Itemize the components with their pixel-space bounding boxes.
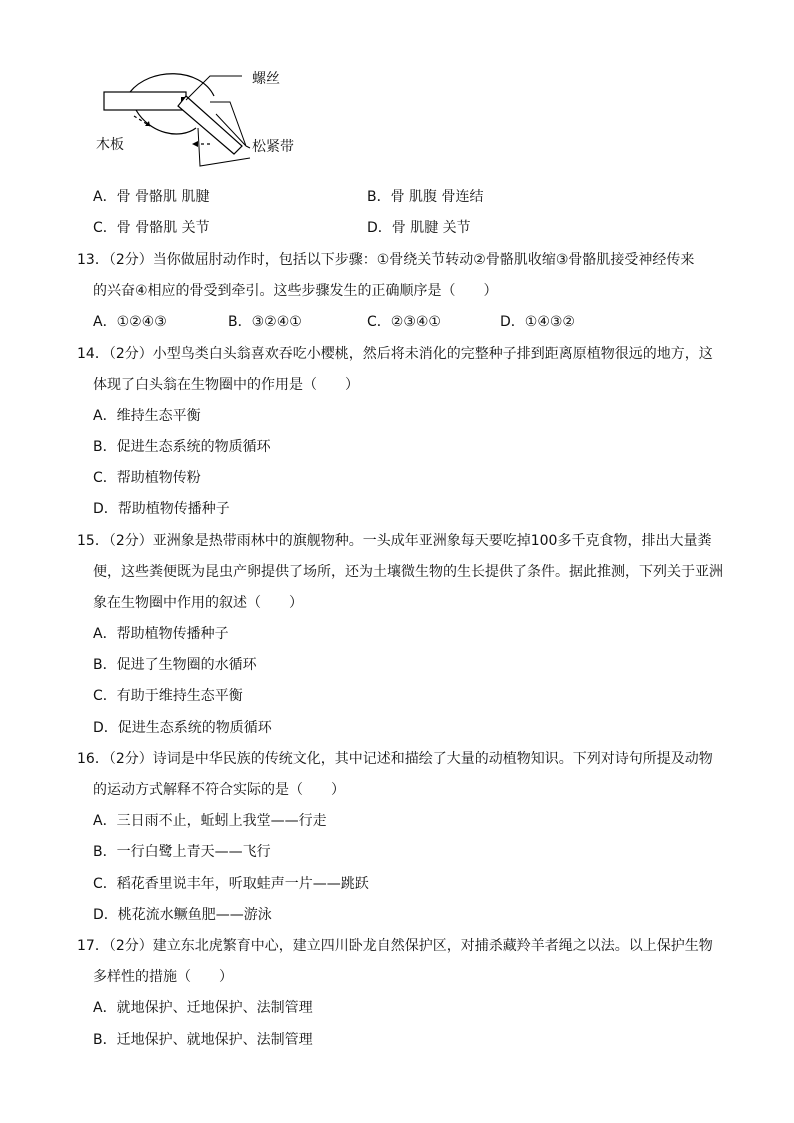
q13-option-a [93,312,167,332]
q16-option-c [93,874,369,894]
label-screw: 螺丝 [252,71,280,87]
slanted-board-shape [178,96,242,154]
q14-stem-line2: 体现了白头翁在生物圈中的作用是（ ） [93,377,359,393]
q15-option-b [93,655,257,675]
q17-option-b [93,1030,313,1050]
option-text: ①④③② [524,314,575,330]
option-text: 就地保护、迁地保护、法制管理 [116,1000,313,1016]
q16-option-a [93,811,327,831]
option-text: 一行白鹭上青天——飞行 [116,844,271,860]
q14-option-c [93,468,201,488]
option-text: 骨 肌腹 骨连结 [390,189,484,205]
option-text: ②③④① [390,314,441,330]
q12-option-b [367,187,484,207]
option-letter: A． [93,1000,117,1016]
q17-stem-line1: 17．（2分）建立东北虎繁育中心，建立四川卧龙自然保护区，对捕杀藏羚羊者绳之以法。以上保护生物 [77,938,713,954]
q16-stem-line1: 16．（2分）诗词是中华民族的传统文化，其中记述和描绘了大量的动植物知识。下列对诗句所提及动物 [77,751,713,767]
option-letter: B． [93,844,117,860]
q15-stem-line3: 象在生物圈中作用的叙述（ ） [93,595,303,611]
option-letter: B． [93,1032,117,1048]
option-letter: C． [367,314,391,330]
option-text: 有助于维持生态平衡 [116,688,243,704]
option-text: 促进生态系统的物质循环 [116,439,271,455]
q15-option-d [93,718,272,738]
q15-stem-line2: 便，这些粪便既为昆虫产卵提供了场所，还为土壤微生物的生长提供了条件。据此推测，下列关于亚洲 [93,564,723,580]
option-letter: D． [93,907,118,923]
q12-option-a [93,187,209,207]
option-letter: A． [93,408,117,424]
label-strap: 松紧带 [252,139,294,155]
option-text: 骨 肌腱 关节 [391,220,471,236]
q16-stem-line2: 的运动方式解释不符合实际的是（ ） [93,782,345,798]
option-text: 骨 骨骼肌 肌腱 [116,189,210,205]
option-letter: C． [93,876,117,892]
option-letter: B． [93,657,117,673]
option-letter: B． [228,314,252,330]
option-text: 促进了生物圈的水循环 [116,657,257,673]
q17-stem-line2: 多样性的措施（ ） [93,969,233,985]
q13-stem-line1: 13．（2分）当你做屈肘动作时，包括以下步骤：①骨绕关节转动②骨骼肌收缩③骨骼肌接受神经传来 [77,252,695,268]
q12-option-c [93,218,210,238]
q16-option-d [93,905,272,925]
option-text: 稻花香里说丰年，听取蛙声一片——跳跃 [116,876,369,892]
option-letter: D． [93,720,118,736]
option-letter: A． [93,314,117,330]
q12-option-d [367,218,471,238]
option-text: 迁地保护、就地保护、法制管理 [116,1032,313,1048]
q15-stem-line1: 15．（2分）亚洲象是热带雨林中的旗舰物种。一头成年亚洲象每天要吃掉100多千克食物，排出大量粪 [77,533,712,549]
option-text: 帮助植物传粉 [116,470,201,486]
q14-option-d [93,499,230,519]
q13-stem-line2: 的兴奋④相应的骨受到牵引。这些步骤发生的正确顺序是（ ） [93,283,498,299]
q13-option-c [367,312,441,332]
option-letter: C． [93,470,117,486]
q15-option-a [93,624,229,644]
option-letter: D． [93,501,118,517]
q16-option-b [93,842,271,862]
option-text: 促进生态系统的物质循环 [117,720,272,736]
option-text: ③②④① [251,314,302,330]
option-letter: D． [367,220,392,236]
q17-option-a [93,998,313,1018]
option-text: 帮助植物传播种子 [117,501,230,517]
option-text: 三日雨不止，蚯蚓上我堂——行走 [116,813,327,829]
screw-leader [186,76,242,100]
option-letter: A． [93,626,117,642]
q13-option-d [500,312,575,332]
option-text: 桃花流水鳜鱼肥——游泳 [117,907,272,923]
q13-option-b [228,312,302,332]
q15-option-c [93,686,243,706]
option-letter: C． [93,688,117,704]
option-letter: D． [500,314,525,330]
q14-option-a [93,406,201,426]
option-letter: B． [93,439,117,455]
option-letter: B． [367,189,391,205]
board-shape [104,92,186,110]
option-letter: A． [93,813,117,829]
option-text: 维持生态平衡 [116,408,201,424]
option-text: 帮助植物传播种子 [116,626,229,642]
option-letter: C． [93,220,117,236]
label-board: 木板 [96,137,124,153]
q14-option-b [93,437,271,457]
option-letter: A． [93,189,117,205]
q14-stem-line1: 14．（2分）小型鸟类白头翁喜欢吞吃小樱桃，然后将未消化的完整种子排到距离原植物很远的地方，这 [77,346,713,362]
option-text: 骨 骨骼肌 关节 [116,220,210,236]
option-text: ①②④③ [116,314,167,330]
